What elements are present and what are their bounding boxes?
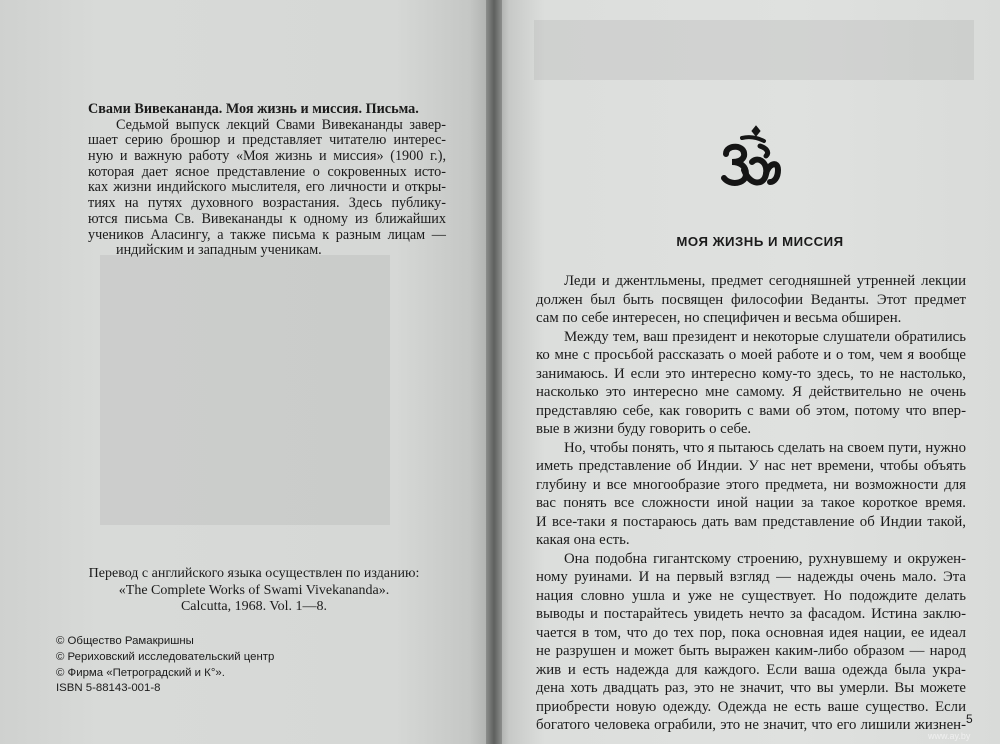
body-line: Леди и джентльмены, предмет сегодняшней утренней лекции bbox=[564, 273, 966, 289]
chapter-body-text bbox=[536, 272, 966, 735]
book-gutter bbox=[486, 0, 502, 744]
copyright-line: © Рериховский исследовательский центр bbox=[56, 650, 275, 663]
copyright-block bbox=[56, 634, 274, 697]
body-line: ному руинами. И на первый взгляд — надежды очень мало. Эта bbox=[536, 569, 966, 585]
annotation-heading: Свами Вивекананда. Моя жизнь и миссия. Письма. bbox=[88, 101, 419, 117]
body-line: чается в том, что до тех пор, пока основная идея нации, ее идеал bbox=[536, 624, 966, 641]
isbn: ISBN 5-88143-001-8 bbox=[56, 682, 161, 695]
annotation-line: ются письма Св. Вивекананды к одному из ближайших bbox=[88, 210, 446, 227]
body-line: жив и есть надежда для каждого. Если ваша одежда была укра- bbox=[536, 661, 966, 678]
body-line: нация словно ушла и уже не существует. Но подождите делать bbox=[536, 587, 966, 604]
chapter-title: МОЯ ЖИЗНЬ И МИССИЯ bbox=[676, 234, 844, 249]
body-line: дена хоть двадцать раз, это не значит, что вы умерли. Вы можете bbox=[536, 680, 966, 696]
annotation-line: тиях на путях духовного возрастания. Здесь публику- bbox=[88, 195, 446, 212]
book-annotation bbox=[88, 102, 446, 259]
body-line: выводы и постарайтесь увидеть нечто за фасадом. Истина заклю- bbox=[536, 606, 966, 622]
copyright-line: © Фирма «Петроградский и К°». bbox=[56, 666, 225, 679]
body-line: не разрушен и может быть выражен каким-либо образом — народ bbox=[536, 643, 966, 659]
body-line: И все-таки я постараюсь дать вам представление об Индии такой, bbox=[536, 513, 966, 530]
body-line: приобрести новую одежду. Одежда не есть ваше существо. Если bbox=[536, 698, 966, 715]
annotation-line: шает серию брошюр и представляет читателю интерес- bbox=[88, 132, 446, 149]
body-line: Она подобна гигантскому строению, рухнувшему и окружен- bbox=[564, 550, 966, 567]
om-icon bbox=[720, 124, 782, 188]
annotation-line: ках жизни индийского мыслителя, его личности и откры- bbox=[88, 179, 446, 196]
left-page bbox=[0, 0, 494, 744]
body-line: представляю себе, как говорить с вами об этом, потому что впер- bbox=[536, 402, 966, 419]
body-line: глубину и все многообразие этого предмета, ни возможности для bbox=[536, 476, 966, 493]
copyright-line: © Общество Рамакришны bbox=[56, 635, 194, 647]
body-line: иметь представление об Индии. У нас нет времени, чтобы объять bbox=[536, 458, 966, 474]
annotation-line: которая дает ясное представление о сокровенных исто- bbox=[88, 163, 446, 180]
annotation-line: индийским и западным ученикам. bbox=[116, 242, 322, 259]
source-note-line: Перевод с английского языка осуществлен по изданию: bbox=[88, 566, 420, 581]
source-note-line: Calcutta, 1968. Vol. 1—8. bbox=[180, 599, 328, 614]
body-line: насколько это интересно мне самому. Я действительно не очень bbox=[536, 384, 966, 400]
source-note-line: «The Complete Works of Swami Vivekananda». bbox=[118, 582, 390, 598]
body-line: Между тем, ваш президент и некоторые слушатели обратились bbox=[564, 328, 966, 345]
annotation-line: учеников Аласингу, а также письма к разным лицам — bbox=[88, 226, 446, 243]
body-line: сам по себе интересен, но специфичен и весьма обширен. bbox=[536, 310, 902, 326]
body-line: вас понять все сложности иной нации за такое короткое время. bbox=[536, 495, 966, 511]
body-line: занимаюсь. И если это интересно кому-то здесь, то не настолько, bbox=[536, 365, 966, 382]
body-line: вые в жизни буду говорить о себе. bbox=[536, 421, 752, 437]
annotation-line: Седьмой выпуск лекций Свами Вивекананды завер- bbox=[116, 116, 446, 133]
bleed-through-shadow bbox=[534, 20, 974, 80]
translation-source-note bbox=[54, 566, 454, 616]
watermark: www.ay.by bbox=[928, 731, 971, 741]
body-line: должен был быть посвящен философии Веданты. Этот предмет bbox=[536, 291, 966, 308]
bleed-through-shadow bbox=[100, 255, 390, 525]
body-line: Но, чтобы понять, что я пытаюсь сделать на своем пути, нужно bbox=[564, 439, 966, 456]
body-line: ко мне с просьбой рассказать о моей работе и о том, чем я вообще bbox=[536, 347, 966, 363]
body-line: богатого человека ограбили, это не значит, что его лишили жизнен- bbox=[536, 717, 966, 733]
body-line: какая она есть. bbox=[536, 532, 630, 548]
annotation-line: ную и важную работу «Моя жизнь и миссия» (1900 г.), bbox=[88, 148, 446, 165]
page-number: 5 bbox=[966, 712, 973, 726]
